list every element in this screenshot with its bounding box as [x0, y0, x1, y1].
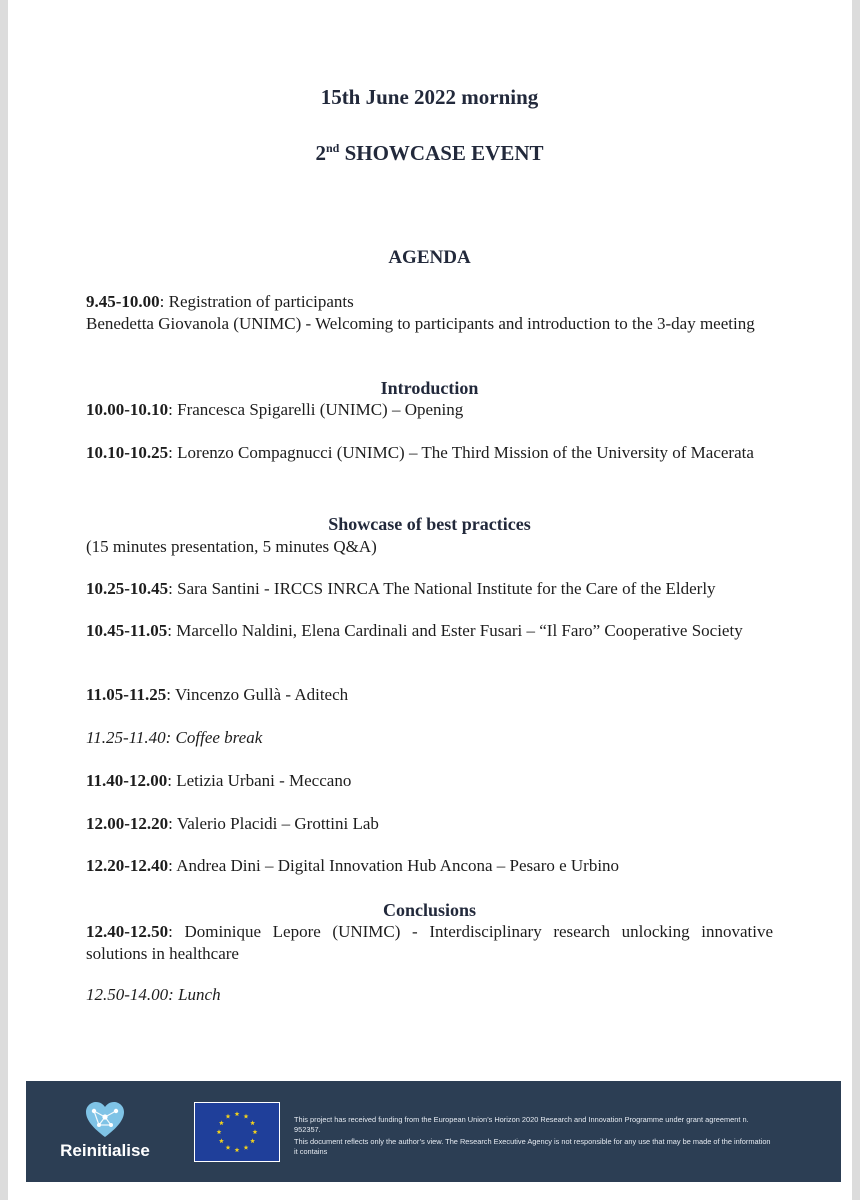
agenda-item	[86, 399, 773, 421]
footer-banner	[26, 1081, 841, 1182]
agenda-time: 10.45-11.05	[86, 621, 168, 640]
agenda-time: 12.00-12.20	[86, 814, 169, 833]
agenda-item	[86, 921, 773, 965]
agenda-item-registration	[86, 291, 773, 335]
agenda-text: : Registration of participants	[159, 292, 354, 311]
event-title-prefix: 2	[315, 141, 326, 165]
eu-star	[219, 1120, 224, 1125]
agenda-text: : Coffee break	[165, 728, 263, 747]
showcase-note: (15 minutes presentation, 5 minutes Q&A)	[86, 537, 377, 556]
section-introduction: Introduction	[380, 378, 479, 398]
event-date: 15th June 2022 morning	[320, 85, 539, 109]
agenda-text: : Valerio Placidi – Grottini Lab	[168, 814, 379, 833]
agenda-item-coffee-break	[86, 727, 773, 749]
agenda-item	[86, 684, 773, 706]
event-title-suffix: SHOWCASE EVENT	[339, 141, 544, 165]
agenda-time: 12.20-12.40	[86, 856, 169, 875]
eu-star	[226, 1114, 231, 1119]
eu-star	[217, 1129, 222, 1134]
agenda-welcome-text: Benedetta Giovanola (UNIMC) - Welcoming to participants and introduction to the 3-day meeting	[86, 314, 755, 333]
agenda-time: 11.25-11.40	[86, 728, 166, 747]
agenda-item	[86, 855, 773, 877]
agenda-item	[86, 442, 773, 464]
eu-flag	[194, 1102, 280, 1162]
agenda-time: 10.25-10.45	[86, 579, 169, 598]
agenda-time: 10.00-10.10	[86, 400, 169, 419]
agenda-time: 11.40-12.00	[86, 771, 168, 790]
eu-star	[226, 1145, 231, 1150]
reinitialise-logo	[50, 1101, 160, 1171]
eu-star	[235, 1111, 240, 1116]
eu-star	[219, 1138, 224, 1143]
eu-star	[250, 1138, 255, 1143]
agenda-item	[86, 578, 773, 600]
agenda-time: 12.40-12.50	[86, 922, 169, 941]
agenda-item	[86, 770, 773, 792]
agenda-text: : Letizia Urbani - Meccano	[167, 771, 352, 790]
agenda-item	[86, 620, 773, 642]
heart-network-icon	[85, 1101, 125, 1139]
section-showcase: Showcase of best practices	[328, 514, 531, 534]
funding-statement: This project has received funding from the European Union’s Horizon 2020 Research and Innovation Programme under grant agreement n. 952357.	[294, 1115, 749, 1134]
agenda-text: : Dominique Lepore (UNIMC) - Interdisciplinary research unlocking innovative solutions in healthcare	[86, 922, 773, 963]
agenda-text: : Lunch	[168, 985, 221, 1004]
document-page	[8, 0, 852, 1200]
eu-star	[253, 1129, 258, 1134]
event-title-superscript: nd	[325, 141, 340, 155]
agenda-item-lunch	[86, 984, 773, 1006]
reinitialise-logo-text: Reinitialise	[60, 1141, 150, 1160]
agenda-time: 9.45-10.00	[86, 292, 160, 311]
event-title	[86, 140, 773, 166]
agenda-text: : Sara Santini - IRCCS INRCA The National Institute for the Care of the Elderly	[168, 579, 716, 598]
eu-flag-icon	[195, 1103, 279, 1161]
eu-star	[244, 1114, 249, 1119]
section-conclusions: Conclusions	[382, 900, 477, 920]
agenda-text: : Vincenzo Gullà - Aditech	[166, 685, 349, 704]
agenda-item	[86, 813, 773, 835]
responsibility-disclaimer: This document reflects only the author’s view. The Research Executive Agency is not responsible for any use that may be made of the information it contains	[294, 1137, 771, 1156]
eu-star	[250, 1120, 255, 1125]
agenda-text: : Marcello Naldini, Elena Cardinali and Ester Fusari – “Il Faro” Cooperative Society	[167, 621, 743, 640]
funding-disclaimer	[294, 1115, 774, 1159]
agenda-heading: AGENDA	[388, 247, 471, 268]
agenda-text: : Andrea Dini – Digital Innovation Hub Ancona – Pesaro e Urbino	[168, 856, 620, 875]
agenda-time: 10.10-10.25	[86, 443, 169, 462]
eu-star	[244, 1145, 249, 1150]
eu-star	[235, 1147, 240, 1152]
agenda-time: 12.50-14.00	[86, 985, 169, 1004]
agenda-text: : Lorenzo Compagnucci (UNIMC) – The Third Mission of the University of Macerata	[168, 443, 754, 462]
agenda-time: 11.05-11.25	[86, 685, 167, 704]
agenda-text: : Francesca Spigarelli (UNIMC) – Opening	[168, 400, 464, 419]
